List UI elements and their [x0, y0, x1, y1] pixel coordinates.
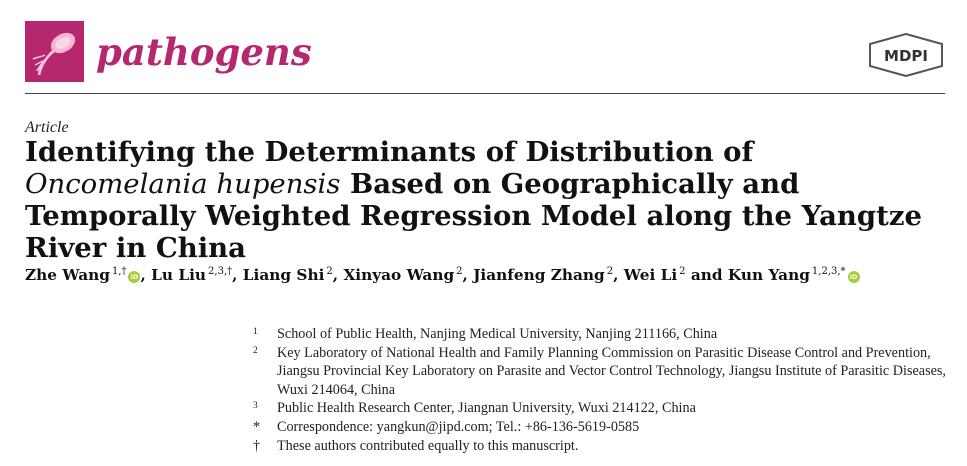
author-6[interactable] [624, 266, 686, 284]
affiliation-mark: 2 [253, 345, 258, 356]
article-type: Article [25, 119, 69, 136]
journal-name: pathogens [96, 30, 312, 74]
author-affiliation-marks: 2 [606, 266, 614, 277]
author-affiliation-marks: 1,2,3,* [811, 266, 846, 277]
author-1[interactable] [25, 266, 140, 284]
correspondence-item [247, 418, 947, 437]
author-name: Jianfeng Zhang [473, 266, 605, 284]
author-list [25, 260, 955, 287]
affiliation-mark: 1 [253, 327, 258, 337]
author-3[interactable] [243, 266, 333, 284]
title-species-name: Oncomelania hupensis [25, 168, 341, 200]
equal-contribution-text: These authors contributed equally to this manuscript. [277, 437, 579, 454]
affiliation-item [247, 325, 947, 344]
mdpi-logo [868, 33, 944, 77]
affiliation-mark: 3 [253, 401, 258, 412]
title-part-2: Based on Geographically and Temporally Weighted Regression Model along the Yangtze River in China [25, 168, 922, 264]
equal-contribution-note [247, 437, 947, 456]
author-name: Wei Li [623, 266, 678, 284]
author-affiliation-marks: 2 [326, 266, 333, 277]
affiliation-text: School of Public Health, Nanjing Medical University, Nanjing 211166, China [277, 326, 718, 342]
author-name: Zhe Wang [25, 266, 110, 284]
author-separator: and [685, 266, 728, 284]
author-2[interactable] [151, 266, 232, 284]
author-5[interactable] [473, 266, 613, 284]
author-separator: , [613, 266, 624, 284]
author-separator: , [140, 266, 152, 284]
journal-logo [25, 21, 84, 82]
author-7[interactable] [728, 266, 860, 284]
author-affiliation-marks: 2 [679, 266, 686, 277]
affiliation-text: Public Health Research Center, Jiangnan University, Wuxi 214122, China [277, 400, 696, 417]
author-affiliation-marks: 2,3,† [208, 266, 233, 277]
author-separator: , [332, 266, 344, 284]
header-divider [25, 93, 945, 94]
affiliation-item [247, 399, 947, 418]
author-separator: , [232, 266, 243, 284]
orcid-icon[interactable]: iD [128, 271, 140, 283]
author-separator: , [462, 266, 474, 284]
author-name: Lu Liu [151, 266, 207, 284]
orcid-icon[interactable]: iD [848, 271, 860, 283]
affiliation-mark: † [253, 437, 261, 454]
article-title [25, 136, 945, 264]
affiliation-text: Key Laboratory of National Health and Family Planning Commission on Parasitic Disease Control and Prevention, Jiangsu Provincial Key Laboratory on Parasite and Vector Control Technology, Jiangsu Institute of Parasitic Diseases, Wuxi 214064, China [277, 344, 946, 398]
journal-header [0, 0, 967, 96]
author-name: Liang Shi [242, 266, 325, 284]
title-part-1: Identifying the Determinants of Distribution of [25, 136, 754, 168]
author-name: Kun Yang [727, 266, 810, 284]
pathogen-icon [25, 21, 84, 82]
affiliation-mark: * [253, 418, 261, 435]
author-affiliation-marks: 1,† [111, 266, 127, 277]
publisher-name: MDPI [884, 47, 928, 65]
author-4[interactable] [343, 266, 462, 284]
author-affiliation-marks: 2 [456, 266, 463, 277]
affiliation-item [247, 344, 947, 400]
author-name: Xinyao Wang [343, 266, 455, 284]
affiliation-list [247, 325, 947, 455]
correspondence-text[interactable]: Correspondence: yangkun@jipd.com; Tel.: +86-136-5619-0585 [277, 418, 640, 435]
